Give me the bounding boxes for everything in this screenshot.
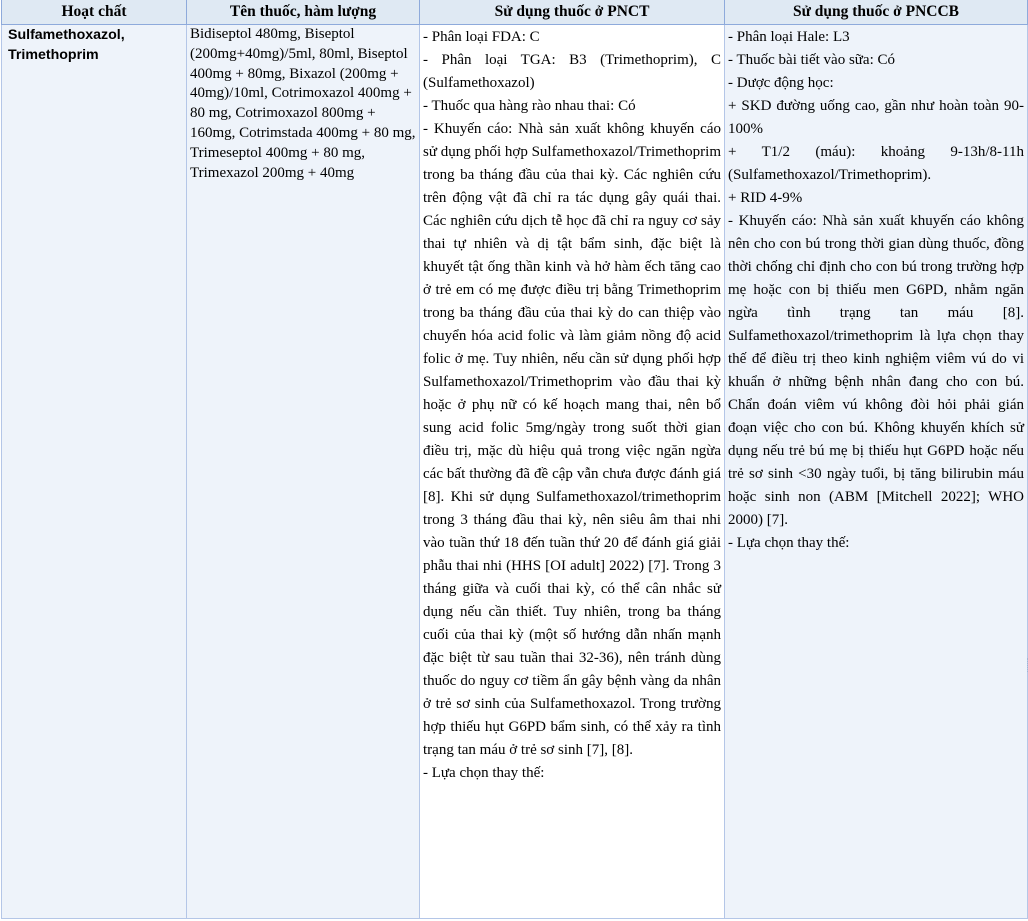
- active-ingredient-cell: [2, 25, 187, 919]
- header-drug-names: Tên thuốc, hàm lượng: [187, 0, 420, 25]
- table-row: [2, 25, 1028, 919]
- pregnancy-fda-category: - Phân loại FDA: C: [423, 29, 540, 45]
- breastfeeding-half-life: + T1/2 (máu): khoảng 9-13h/8-11h (Sulfamethoxazol/Trimethoprim).: [728, 144, 1024, 183]
- breastfeeding-milk-excretion: - Thuốc bài tiết vào sữa: Có: [728, 52, 895, 68]
- header-active-ingredient: Hoạt chất: [2, 0, 187, 25]
- breastfeeding-recommendation: - Khuyến cáo: Nhà sản xuất khuyến cáo không nên cho con bú trong thời gian dùng thuốc, đồng thời chống chỉ định cho con bú trong trường hợp mẹ hoặc con bị thiếu men G6PD, nhằm ngăn ngừa tình trạng tan máu [8]. Sulfamethoxazol/trimethoprim là lựa chọn thay thế để điều trị theo kinh nghiệm viêm vú do vi khuẩn ở những bệnh nhân đang cho con bú. Chẩn đoán viêm vú không đòi hỏi phải gián đoạn việc cho con bú. Không khuyến khích sử dụng nếu trẻ bú mẹ bị thiếu hụt G6PD hoặc nếu trẻ sơ sinh <30 ngày tuổi, bị tăng bilirubin máu hoặc sinh non (ABM [Mitchell 2022]; WHO 2000) [7].: [728, 213, 1024, 528]
- header-pregnancy-use: Sử dụng thuốc ở PNCT: [420, 0, 725, 25]
- breastfeeding-pharmacokinetics: - Dược động học:: [728, 75, 834, 91]
- breastfeeding-use-cell: [725, 25, 1028, 919]
- pregnancy-alternatives: - Lựa chọn thay thế:: [423, 765, 545, 781]
- pregnancy-use-cell: [420, 25, 725, 919]
- pregnancy-placenta-crossing: - Thuốc qua hàng rào nhau thai: Có: [423, 98, 636, 114]
- breastfeeding-bioavailability: + SKD đường uống cao, gần như hoàn toàn 90-100%: [728, 98, 1024, 137]
- pregnancy-recommendation: - Khuyến cáo: Nhà sản xuất không khuyến cáo sử dụng phối hợp Sulfamethoxazol/Trimethoprim trong ba tháng đầu của thai kỳ. Các nghiên cứu trên động vật đã chỉ ra tác dụng gây quái thai. Các nghiên cứu dịch tễ học đã chỉ ra nguy cơ sảy thai tự nhiên và dị tật bẩm sinh, đặc biệt là khuyết tật ống thần kinh và hở hàm ếch tăng cao ở trẻ em có mẹ được điều trị bằng Trimethoprim trong ba tháng đầu của thai kỳ do can thiệp vào chuyển hóa acid folic và làm giảm nồng độ acid folic ở mẹ. Tuy nhiên, nếu cần sử dụng phối hợp Sulfamethoxazol/Trimethoprim vào đầu thai kỳ hoặc ở phụ nữ có kế hoạch mang thai, nên bổ sung acid folic 5mg/ngày trong suốt thời gian điều trị, mặc dù hiệu quả trong việc ngăn ngừa các bất thường đã đề cập vẫn chưa được đánh giá [8]. Khi sử dụng Sulfamethoxazol/trimethoprim trong 3 tháng đầu thai kỳ, nên siêu âm thai nhi vào tuần thứ 18 đến tuần thứ 20 để đánh giá giải phẫu thai nhi (HHS [OI adult] 2022) [7]. Trong 3 tháng giữa và cuối thai kỳ, có thể cân nhắc sử dụng nếu cần thiết. Tuy nhiên, trong ba tháng cuối của thai kỳ (một số hướng dẫn nhấn mạnh đặc biệt từ sau tuần thai 32-36), nên tránh dùng thuốc do nguy cơ tiềm ẩn gây bệnh vàng da nhân ở trẻ sơ sinh của Sulfamethoxazol. Trong trường hợp thiếu hụt G6PD bẩm sinh, có thể xảy ra tình trạng tan máu ở trẻ sơ sinh [7], [8].: [423, 121, 721, 758]
- edge-marker: [1024, 658, 1028, 672]
- drug-names-text: Bidiseptol 480mg, Biseptol (200mg+40mg)/5ml, 80ml, Biseptol 400mg + 80mg, Bixazol (200mg + 40mg)/10ml, Cotrimoxazol 400mg + 80 mg, Cotrimoxazol 800mg + 160mg, Cotrimstada 400mg + 80 mg, Trimeseptol 400mg + 80 mg, Trimexazol 200mg + 40mg: [190, 26, 416, 181]
- active-ingredient-text: Sulfamethoxazol, Trimethoprim: [8, 27, 125, 63]
- pregnancy-tga-category: - Phân loại TGA: B3 (Trimethoprim), C (Sulfamethoxazol): [423, 52, 721, 91]
- breastfeeding-rid: + RID 4-9%: [728, 190, 803, 206]
- drug-info-table: [1, 0, 1028, 919]
- breastfeeding-hale-category: - Phân loại Hale: L3: [728, 29, 850, 45]
- breastfeeding-alternatives: - Lựa chọn thay thế:: [728, 535, 850, 551]
- header-breastfeeding-use: Sử dụng thuốc ở PNCCB: [725, 0, 1028, 25]
- table-header-row: [2, 0, 1028, 25]
- drug-names-cell: [187, 25, 420, 919]
